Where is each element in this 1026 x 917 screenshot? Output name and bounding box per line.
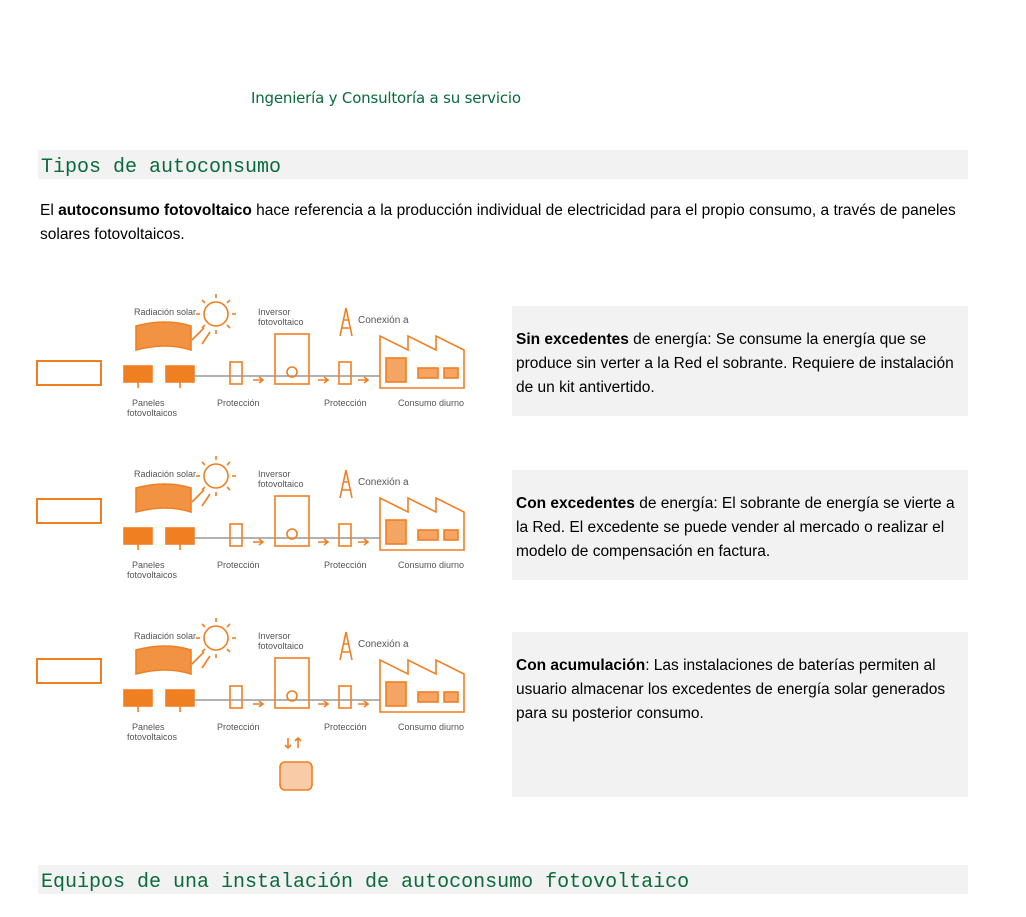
svg-text:fotovoltaicos: fotovoltaicos [127, 570, 178, 580]
section-title: Tipos de autoconsumo [41, 156, 282, 179]
grid-tower-icon [340, 470, 352, 498]
type-description: Sin excedentes de energía: Se consume la energía que se produce sin verter a la Red el sobrante. Requiere de instalación de un kit antivertido. [512, 306, 968, 416]
solar-panel-icon [136, 484, 191, 512]
label-consumption: Consumo diurno [398, 722, 465, 732]
factory-icon [380, 660, 464, 712]
label-protection: Protección [217, 560, 260, 570]
label-protection: Protección [324, 398, 367, 408]
sun-icon [196, 456, 236, 496]
label-consumption: Consumo diurno [398, 560, 465, 570]
sun-icon [196, 618, 236, 658]
label-inverter: Inversor [258, 469, 291, 479]
grid-tower-icon [340, 632, 352, 660]
label-connection: Conexión a [358, 477, 409, 488]
protection-icon [339, 362, 351, 384]
label-connection: Conexión a [358, 315, 409, 326]
intro-paragraph: El autoconsumo fotovoltaico hace referencia a la producción individual de electricidad para el propio consumo, a través de paneles solares fotovoltaicos. [40, 202, 956, 243]
checkbox-marker[interactable] [36, 360, 102, 386]
solar-diagram [118, 612, 490, 812]
protection-icon [230, 686, 242, 708]
protection-icon [339, 686, 351, 708]
factory-icon [380, 498, 464, 550]
svg-text:fotovoltaico: fotovoltaico [258, 479, 304, 489]
label-protection: Protección [324, 560, 367, 570]
label-radiation: Radiación solar [134, 307, 197, 317]
section-header-equipos [38, 865, 968, 894]
diagram-con-acumulacion [118, 612, 490, 812]
label-panels: Paneles [132, 398, 165, 408]
label-protection: Protección [217, 722, 260, 732]
type-description: Con acumulación: Las instalaciones de baterías permiten al usuario almacenar los excedentes de energía solar generados para su posterior consumo. [512, 632, 968, 797]
svg-text:fotovoltaicos: fotovoltaicos [127, 732, 178, 742]
protection-icon [339, 524, 351, 546]
svg-text:fotovoltaicos: fotovoltaicos [127, 408, 178, 418]
label-connection: Conexión a [358, 639, 409, 650]
solar-panel-icon [136, 322, 191, 350]
diagram-sin-excedentes [118, 288, 490, 428]
label-panels: Paneles [132, 722, 165, 732]
label-protection: Protección [217, 398, 260, 408]
protection-icon [230, 524, 242, 546]
type-description: Con excedentes de energía: El sobrante de energía se vierte a la Red. El excedente se puede vender al mercado o realizar el modelo de compensación en factura. [512, 470, 968, 580]
factory-icon [380, 336, 464, 388]
label-consumption: Consumo diurno [398, 398, 465, 408]
label-radiation: Radiación solar [134, 469, 197, 479]
grid-tower-icon [340, 308, 352, 336]
checkbox-marker[interactable] [36, 498, 102, 524]
tagline: Ingeniería y Consultoría a su servicio [251, 89, 521, 107]
label-panels: Paneles [132, 560, 165, 570]
label-radiation: Radiación solar [134, 631, 197, 641]
section-header-tipos [38, 150, 968, 179]
protection-icon [230, 362, 242, 384]
label-inverter: Inversor [258, 631, 291, 641]
sun-icon [196, 294, 236, 334]
battery-icon [280, 738, 312, 790]
checkbox-marker[interactable] [36, 658, 102, 684]
label-protection: Protección [324, 722, 367, 732]
svg-text:fotovoltaico: fotovoltaico [258, 317, 304, 327]
label-inverter: Inversor [258, 307, 291, 317]
diagram-con-excedentes [118, 450, 490, 590]
solar-panel-icon [136, 646, 191, 674]
intro-bold: autoconsumo fotovoltaico [58, 202, 252, 219]
svg-text:fotovoltaico: fotovoltaico [258, 641, 304, 651]
section-title: Equipos de una instalación de autoconsumo fotovoltaico [41, 871, 690, 894]
